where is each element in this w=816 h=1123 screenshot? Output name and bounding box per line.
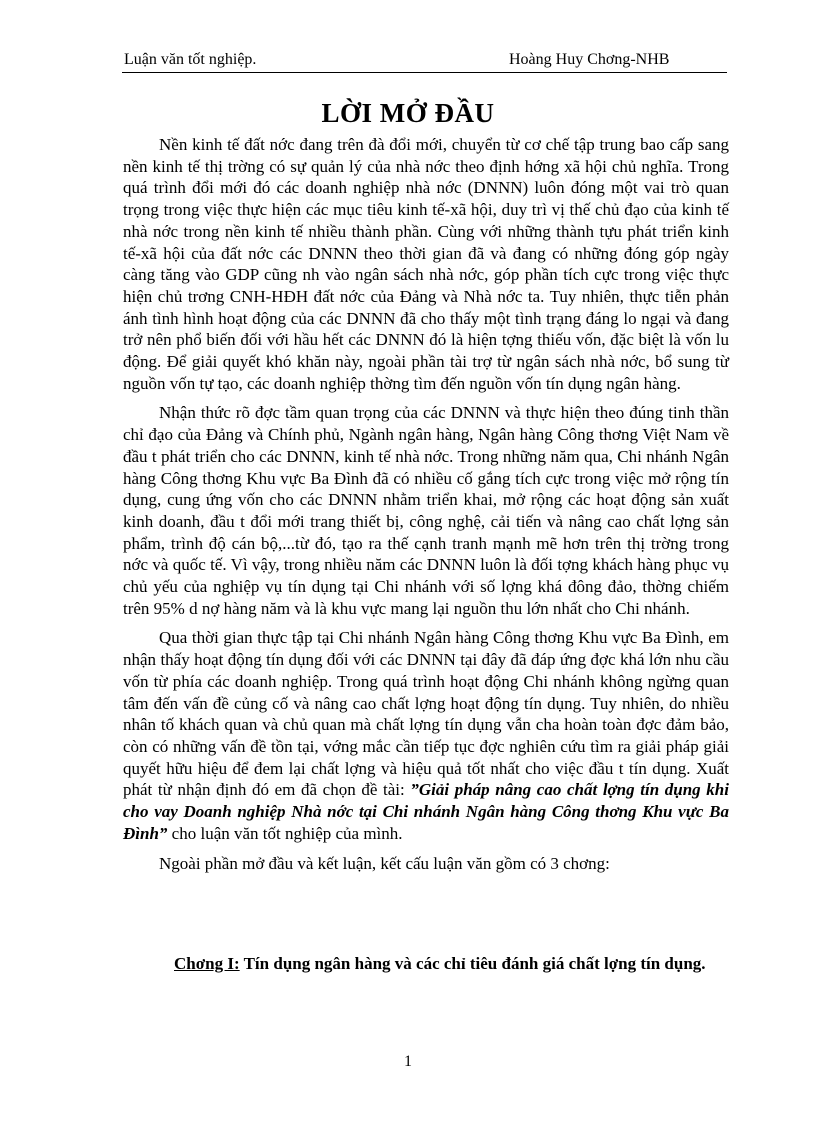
paragraph-3-tail: cho luận văn tốt nghiệp của mình.: [171, 823, 403, 843]
page-number: 1: [404, 1053, 412, 1070]
page-title: LỜI MỞ ĐẦU: [321, 98, 495, 128]
chapter-1-label: Chơng I:: [174, 954, 240, 973]
paragraph-4: Ngoài phần mở đầu và kết luận, kết cấu luận văn gồm có 3 chơng:: [159, 853, 610, 873]
page-header: [122, 48, 727, 73]
header-author: Hoàng Huy Chơng-NHB: [509, 51, 670, 68]
header-thesis-label: Luận văn tốt nghiệp.: [124, 51, 257, 68]
paragraph-3: [123, 627, 729, 844]
paragraph-1: Nền kinh tế đất nớc đang trên đà đổi mới, chuyển từ cơ chế tập trung bao cấp sang nền kinh tế thị trờng có sự quản lý của nhà nớc theo định hớng xã hội chủ nghĩa. Trong quá trình đổi mới đó các doanh nghiệp nhà nớc (DNNN) luôn đóng một vai trò quan trọng trong việc thực hiện các mục tiêu kinh tế-xã hội, duy trì vị thế chủ đạo của kinh tế nhà nớc trong nền kinh tế nhiều thành phần. Cùng với những thành tựu phát triển kinh tế-xã hội của đất nớc các DNNN theo thời gian đã và đang có những đóng góp ngày càng tăng vào GDP cũng nh vào ngân sách nhà nớc, góp phần tích cực trong việc thực hiện chủ trơng CNH-HĐH đất nớc của Đảng và Nhà nớc ta. Tuy nhiên, thực tiễn phản ánh tình hình hoạt động của các DNNN đã cho thấy một tình trạng đáng lo ngại và đang trở nên phổ biến đối với hầu hết các DNNN đó là hiện tợng thiếu vốn, đặc biệt là vốn lu động. Để giải quyết khó khăn này, ngoài phần tài trợ từ ngân sách nhà nớc, bổ sung từ nguồn vốn tự tạo, các doanh nghiệp thờng tìm đến nguồn vốn tín dụng ngân hàng.: [123, 135, 729, 393]
paragraph-3-text: Qua thời gian thực tập tại Chi nhánh Ngân hàng Công thơng Khu vực Ba Đình, em nhận thấy hoạt động tín dụng đối với các DNNN tại đây đã đáp ứng đợc khá lớn nhu cầu vốn từ phía các doanh nghiệp. Trong quá trình hoạt động Chi nhánh không ngừng quan tâm đến vấn đề củng cố và nâng cao chất lợng hoạt động tín dụng. Tuy nhiên, do nhiều nhân tố khách quan và chủ quan mà chất lợng tín dụng vẫn cha hoàn toàn đợc đảm bảo, còn có những vấn đề tồn tại, vớng mắc cần tiếp tục đợc nghiên cứu tìm ra giải pháp giải quyết hữu hiệu để đem lại chất lợng và hiệu quả tốt nhất cho việc đầu t tín dụng. Xuất phát từ nhận định đó em đã chọn đề tài:: [123, 628, 729, 800]
paragraph-2: Nhận thức rõ đợc tầm quan trọng của các DNNN và thực hiện theo đúng tinh thần chỉ đạo của Đảng và Chính phủ, Ngành ngân hàng, Ngân hàng Công thơng Việt Nam về đầu t phát triển cho các DNNN, kinh tế nhà nớc. Trong những năm qua, Chi nhánh Ngân hàng Công thơng Khu vực Ba Đình đã có nhiều cố gắng tích cực trong việc mở rộng tín dụng, cung ứng vốn cho các DNNN nhằm triển khai, mở rộng các hoạt động sản xuất kinh doanh, đầu t đổi mới trang thiết bị, công nghệ, cải tiến và nâng cao chất lợng sản phẩm, trình độ cán bộ,...từ đó, tạo ra thế cạnh tranh mạnh mẽ hơn trên thị trờng trong nớc và quốc tế. Vì vậy, trong nhiều năm các DNNN luôn là đối tợng khách hàng phục vụ chủ yếu của nghiệp vụ tín dụng tại Chi nhánh với số lợng khá đông đảo, thờng chiếm trên 95% d nợ hàng năm và là khu vực mang lại nguồn thu lớn nhất cho Chi nhánh.: [123, 403, 729, 618]
body-text: [123, 134, 729, 874]
thesis-topic: ”Giải pháp nâng cao chất lợng tín dụng khi cho vay Doanh nghiệp Nhà nớc tại Chi nhánh Ngân hàng Công thơng Khu vực Ba Đình”: [123, 780, 729, 843]
chapter-1-title: Tín dụng ngân hàng và các chỉ tiêu đánh giá chất lợng tín dụng.: [243, 954, 706, 973]
chapter-1-heading: [116, 953, 730, 975]
